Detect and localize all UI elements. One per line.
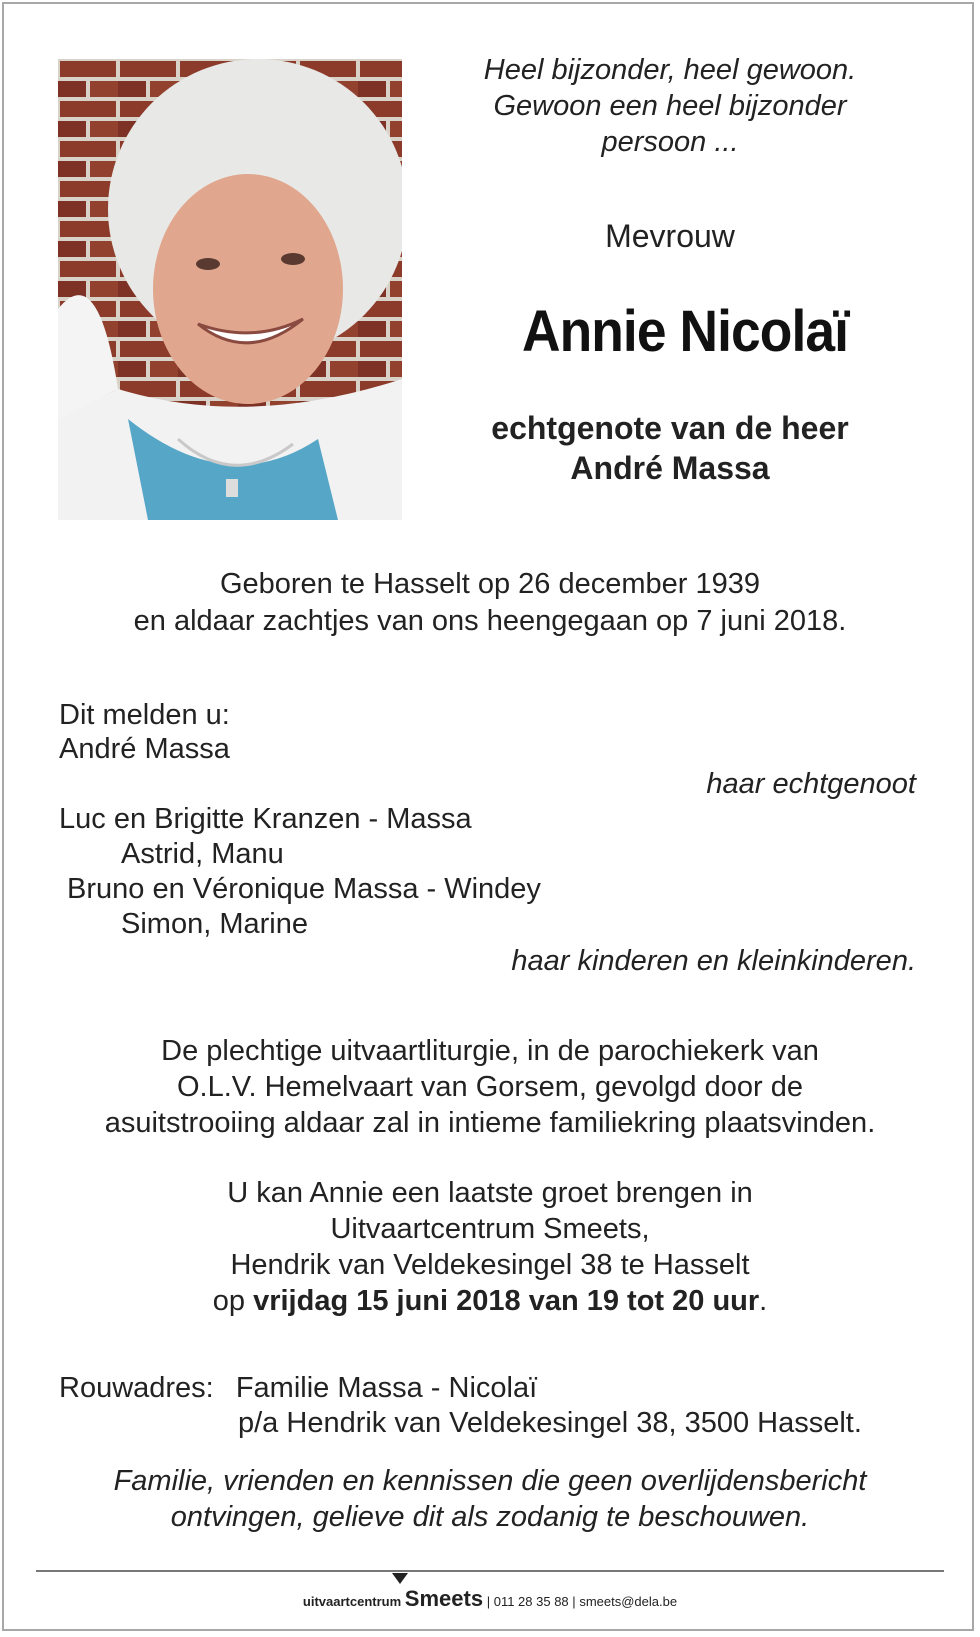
spouse-name: André Massa (570, 450, 770, 486)
portrait-photo (58, 59, 402, 520)
footer-brand: Smeets (404, 1586, 484, 1611)
visit-date: vrijdag 15 juni 2018 van 19 tot 20 uur (253, 1285, 760, 1317)
family-member: Bruno en Véronique Massa - Windey (67, 873, 541, 905)
death-line: en aldaar zachtjes van ons heengegaan op 7 juni 2018. (133, 605, 847, 637)
footer-email: smeets@dela.be (579, 1594, 678, 1609)
footer-separator: | (572, 1594, 576, 1609)
visit-suffix: . (759, 1285, 768, 1317)
note-line: Familie, vrienden en kennissen die geen overlijdensbericht (113, 1465, 867, 1497)
grandchildren: Simon, Marine (121, 908, 308, 940)
notice-note (40, 1463, 940, 1535)
liturgy-info (40, 1033, 940, 1141)
salutation: Mevrouw (605, 218, 735, 254)
visit-line: Uitvaartcentrum Smeets, (330, 1213, 650, 1245)
family-role: haar kinderen en kleinkinderen. (511, 945, 916, 977)
triangle-marker-icon (392, 1573, 408, 1584)
quote-line: persoon ... (601, 126, 739, 158)
footer-prefix: uitvaartcentrum (302, 1594, 402, 1609)
quote-line: Heel bijzonder, heel gewoon. (483, 54, 857, 86)
spouse-info (440, 408, 900, 488)
liturgy-line: De plechtige uitvaartliturgie, in de parochiekerk van (161, 1035, 819, 1067)
note-line: ontvingen, gelieve dit als zodanig te beschouwen. (170, 1501, 810, 1533)
footer (0, 1586, 980, 1612)
rouwadres-address: p/a Hendrik van Veldekesingel 38, 3500 Hasselt. (238, 1407, 862, 1439)
visitation-info (40, 1175, 940, 1319)
spouse-relation: echtgenote van de heer (491, 410, 849, 446)
liturgy-line: asuitstrooiing aldaar zal in intieme familiekring plaatsvinden. (104, 1107, 876, 1139)
rouwadres-line (59, 1371, 537, 1405)
footer-phone: 011 28 35 88 (493, 1594, 569, 1609)
birth-death-info (40, 566, 940, 640)
footer-divider (36, 1570, 944, 1572)
visit-line: U kan Annie een laatste groet brengen in (227, 1177, 753, 1209)
family-member: Luc en Brigitte Kranzen - Massa (59, 803, 472, 835)
visit-prefix: op (212, 1285, 246, 1317)
rouwadres-family: Familie Massa - Nicolaï (235, 1372, 538, 1404)
grandchildren: Astrid, Manu (121, 838, 284, 870)
liturgy-line: O.L.V. Hemelvaart van Gorsem, gevolgd door de (177, 1071, 803, 1103)
footer-separator: | (486, 1594, 491, 1609)
deceased-name: Annie Nicolaï (521, 299, 849, 364)
husband-name: André Massa (59, 733, 230, 765)
visit-line: Hendrik van Veldekesingel 38 te Hasselt (230, 1249, 750, 1281)
visit-datetime (40, 1283, 940, 1319)
announcement-intro: Dit melden u: (59, 699, 230, 731)
quote-line: Gewoon een heel bijzonder (493, 90, 847, 122)
husband-role: haar echtgenoot (706, 768, 916, 800)
rouwadres-label: Rouwadres: (59, 1372, 214, 1404)
opening-quote (440, 52, 900, 160)
birth-line: Geboren te Hasselt op 26 december 1939 (219, 568, 761, 600)
